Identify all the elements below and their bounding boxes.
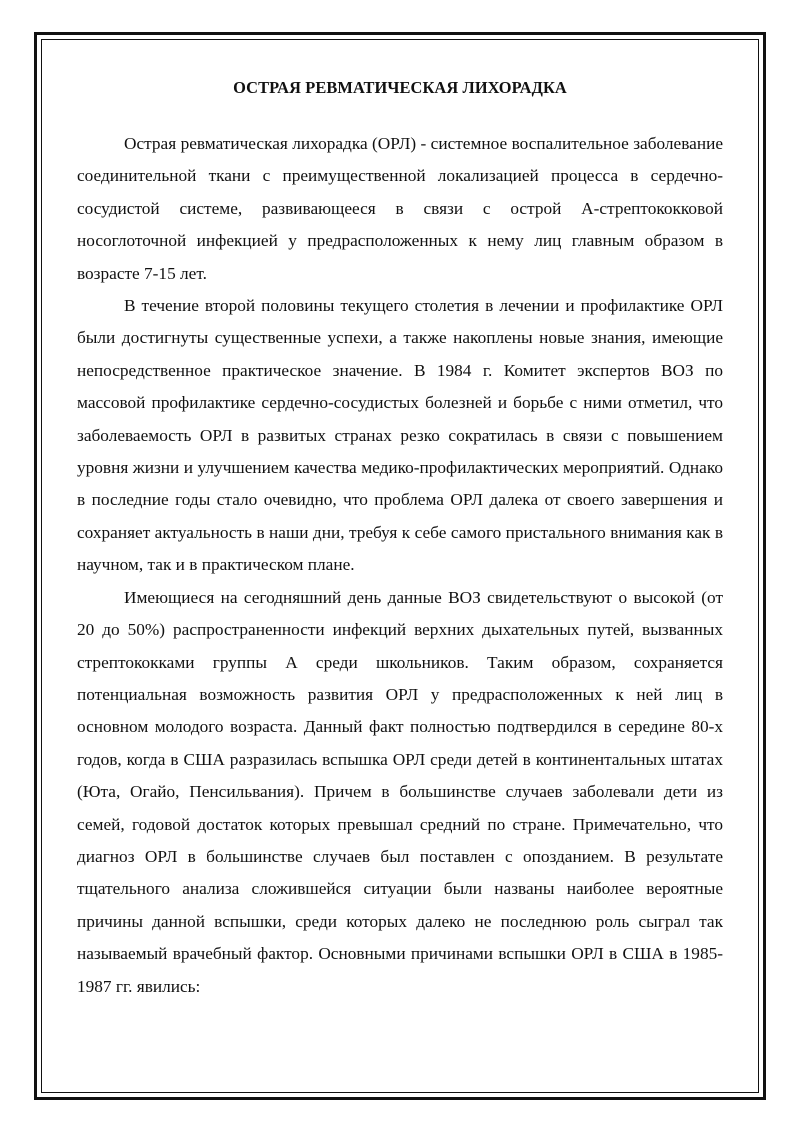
document-title: ОСТРАЯ РЕВМАТИЧЕСКАЯ ЛИХОРАДКА xyxy=(233,78,567,97)
document-body xyxy=(77,60,723,1003)
paragraph-history: В течение второй половины текущего столетия в лечении и профилактике ОРЛ были достигнуты существенные успехи, а также накоплены новые знания, имеющие непосредственное практическое значение. В 1984 г. Комитет экспертов ВОЗ по массовой профилактике сердечно-сосудистых болезней и борьбе с ними отметил, что заболеваемость ОРЛ в развитых странах резко сократилась в связи с повышением уровня жизни и улучшением качества медико-профилактических мероприятий. Однако в последние годы стало очевидно, что проблема ОРЛ далека от своего завершения и сохраняет актуальность в наши дни, требуя к себе самого пристального внимания как в научном, так и в практическом плане. xyxy=(77,296,723,575)
paragraph-definition: Острая ревматическая лихорадка (ОРЛ) - системное воспалительное заболевание соединительной ткани с преимущественной локализацией процесса в сердечно-сосудистой системе, развивающееся в связи с острой А-стрептококковой носоглоточной инфекцией у предрасположенных к нему лиц главным образом в возрасте 7-15 лет. xyxy=(77,134,723,283)
paragraph-who-data: Имеющиеся на сегодняшний день данные ВОЗ свидетельствуют о высокой (от 20 до 50%) распространенности инфекций верхних дыхательных путей, вызванных стрептококками группы А среди школьников. Таким образом, сохраняется потенциальная возможность развития ОРЛ у предрасположенных к ней лиц в основном молодого возраста. Данный факт полностью подтвердился в середине 80-х годов, когда в США разразилась вспышка ОРЛ среди детей в континентальных штатах (Юта, Огайо, Пенсильвания). Причем в большинстве случаев заболевали дети из семей, годовой достаток которых превышал средний по стране. Примечательно, что диагноз ОРЛ в большинстве случаев был поставлен с опозданием. В результате тщательного анализа сложившейся ситуации были названы наиболее вероятные причины данной вспышки, среди которых далеко не последнюю роль сыграл так называемый врачебный фактор. Основными причинами вспышки ОРЛ в США в 1985-1987 гг. явились: xyxy=(77,587,723,996)
